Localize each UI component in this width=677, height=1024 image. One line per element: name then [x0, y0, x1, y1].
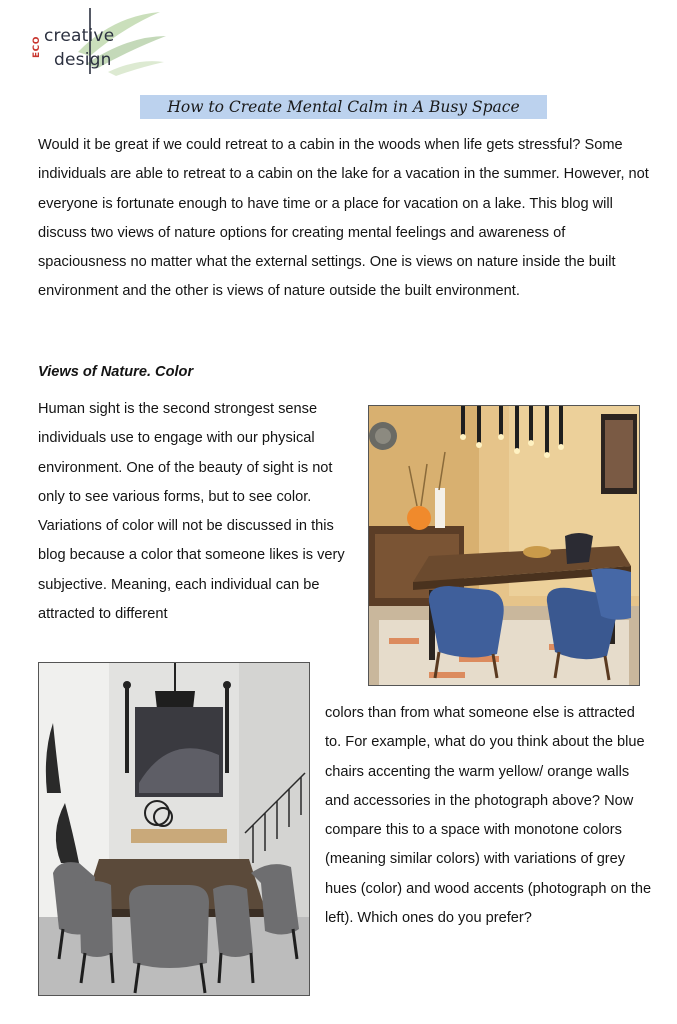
intro-paragraph: Would it be great if we could retreat to a cabin in the woods when life gets stressful? Some individuals are able to retreat to a cabin on the lake for a vacation in the summer. However, not everyone is fortunate enough to have time or a place for vacation on a lake. This blog will discuss two views of nature options for creating mental feelings and awareness of spaciousness no matter what the external settings. One is views on nature inside the built environment and the other is views of nature outside the built environment. — [38, 137, 649, 300]
logo-text-design: design — [54, 50, 112, 70]
photo-warm-dining-room — [368, 405, 640, 686]
section-heading: Views of Nature. Color — [38, 364, 194, 380]
logo-text-eco: ECO — [32, 36, 42, 58]
logo-text-creative: creative — [44, 26, 115, 46]
section-paragraph-part2: colors than from what someone else is attracted to. For example, what do you think about the blue chairs accenting the warm yellow/ orange walls and accessories in the photograph above? Now compare this to a space with monotone colors (meaning similar colors) with variations of grey hues (color) and wood accents (photograph on the left). Which ones do you prefer? — [325, 705, 652, 927]
page-title: How to Create Mental Calm in A Busy Space — [140, 95, 547, 119]
photo-grey-dining-room — [38, 662, 310, 996]
section-paragraph-part1: Human sight is the second strongest sense individuals use to engage with our physical environment. One of the beauty of sight is not only to see various forms, but to see color. Variations of color will not be discussed in this blog because a color that someone likes is very subjective. Meaning, each individual can be attracted to different — [38, 401, 345, 623]
logo — [32, 6, 168, 76]
